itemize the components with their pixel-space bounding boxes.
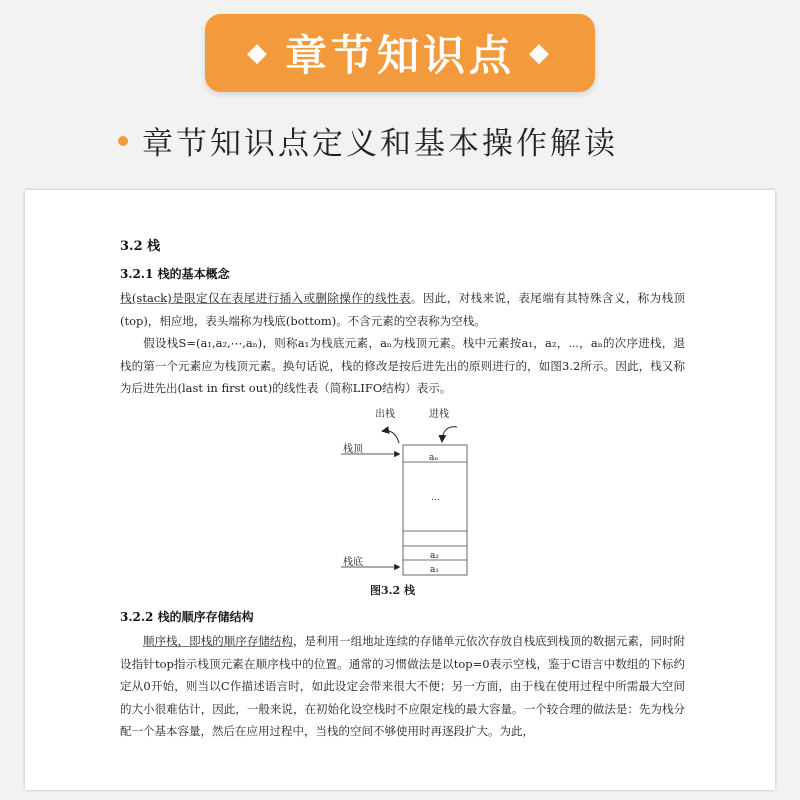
bullet-dot-icon — [118, 136, 128, 146]
paragraph-3 — [120, 630, 685, 743]
subsection-title-2: 3.2.2 栈的顺序存储结构 — [120, 610, 254, 624]
paragraph-1 — [120, 287, 685, 332]
paragraph-3-rest: ，是利用一组地址连续的存储单元依次存放自栈底到栈顶的数据元素，同时附设指针top指示栈顶元素在顺序栈中的位置。通常的习惯做法是以top=0表示空栈，鉴于C语言中数组的下标约定从0开始，则当以C作描述语言时，如此设定会带来很大不便；另一方面，由于栈在使用过程中所需最大空间的大小很难估计，因此，一般来说，在初始化设空栈时不应限定栈的最大容量。一个较合理的做法是：先为栈分配一个基本容量，然后在应用过程中，当栈的空间不够使用时再逐段扩大。为此， — [120, 634, 686, 738]
section-title: 3.2 栈 — [120, 239, 161, 254]
cell-a1: a₁ — [430, 565, 439, 575]
top-label: 栈顶 — [343, 444, 363, 455]
cell-an: aₙ — [429, 453, 439, 463]
diamond-left-icon: ◆ — [246, 38, 271, 68]
subsection-title-1: 3.2.1 栈的基本概念 — [120, 267, 230, 281]
chapter-banner — [205, 14, 595, 92]
cell-a2: a₂ — [430, 551, 439, 561]
push-arrow-icon — [442, 427, 457, 441]
push-label: 进栈 — [429, 409, 449, 420]
paragraph-2-text: 假设栈S=(a₁,a₂,⋯,aₙ)，则称a₁为栈底元素，aₙ为栈顶元素。栈中元素按a₁，a₂，⋯，aₙ的次序进栈，退栈的第一个元素应为栈顶元素。换句话说，栈的修改是按后进先出的原则进行的，如图3.2所示。因此，栈又称为后进先出(last in first out)的线性表（简称LIFO结构）表示。 — [120, 336, 685, 395]
diamond-right-icon: ◆ — [529, 38, 553, 68]
figure-caption: 图3.2 栈 — [370, 584, 415, 597]
definition-underlined-2: 顺序栈，即栈的顺序存储结构 — [143, 634, 293, 648]
cell-ellipsis: … — [431, 493, 440, 503]
subtitle-text: 章节知识点定义和基本操作解读 — [142, 126, 618, 162]
bottom-label: 栈底 — [343, 557, 363, 568]
definition-underlined: 栈(stack)是限定仅在表尾进行插入或删除操作的线性表 — [120, 291, 411, 305]
subtitle — [118, 118, 618, 163]
pop-arrow-icon — [383, 431, 399, 443]
banner-title: 章节知识点 — [284, 31, 515, 80]
textbook-page — [25, 190, 775, 790]
stack-diagram — [325, 405, 495, 580]
paragraph-1-rest: 。因此，对栈来说，表尾端有其特殊含义，称为栈顶(top)，相应地，表头端称为栈底(bottom)。不含元素的空表称为空栈。 — [120, 291, 686, 328]
paragraph-2 — [120, 332, 685, 400]
pop-label: 出栈 — [375, 409, 395, 420]
